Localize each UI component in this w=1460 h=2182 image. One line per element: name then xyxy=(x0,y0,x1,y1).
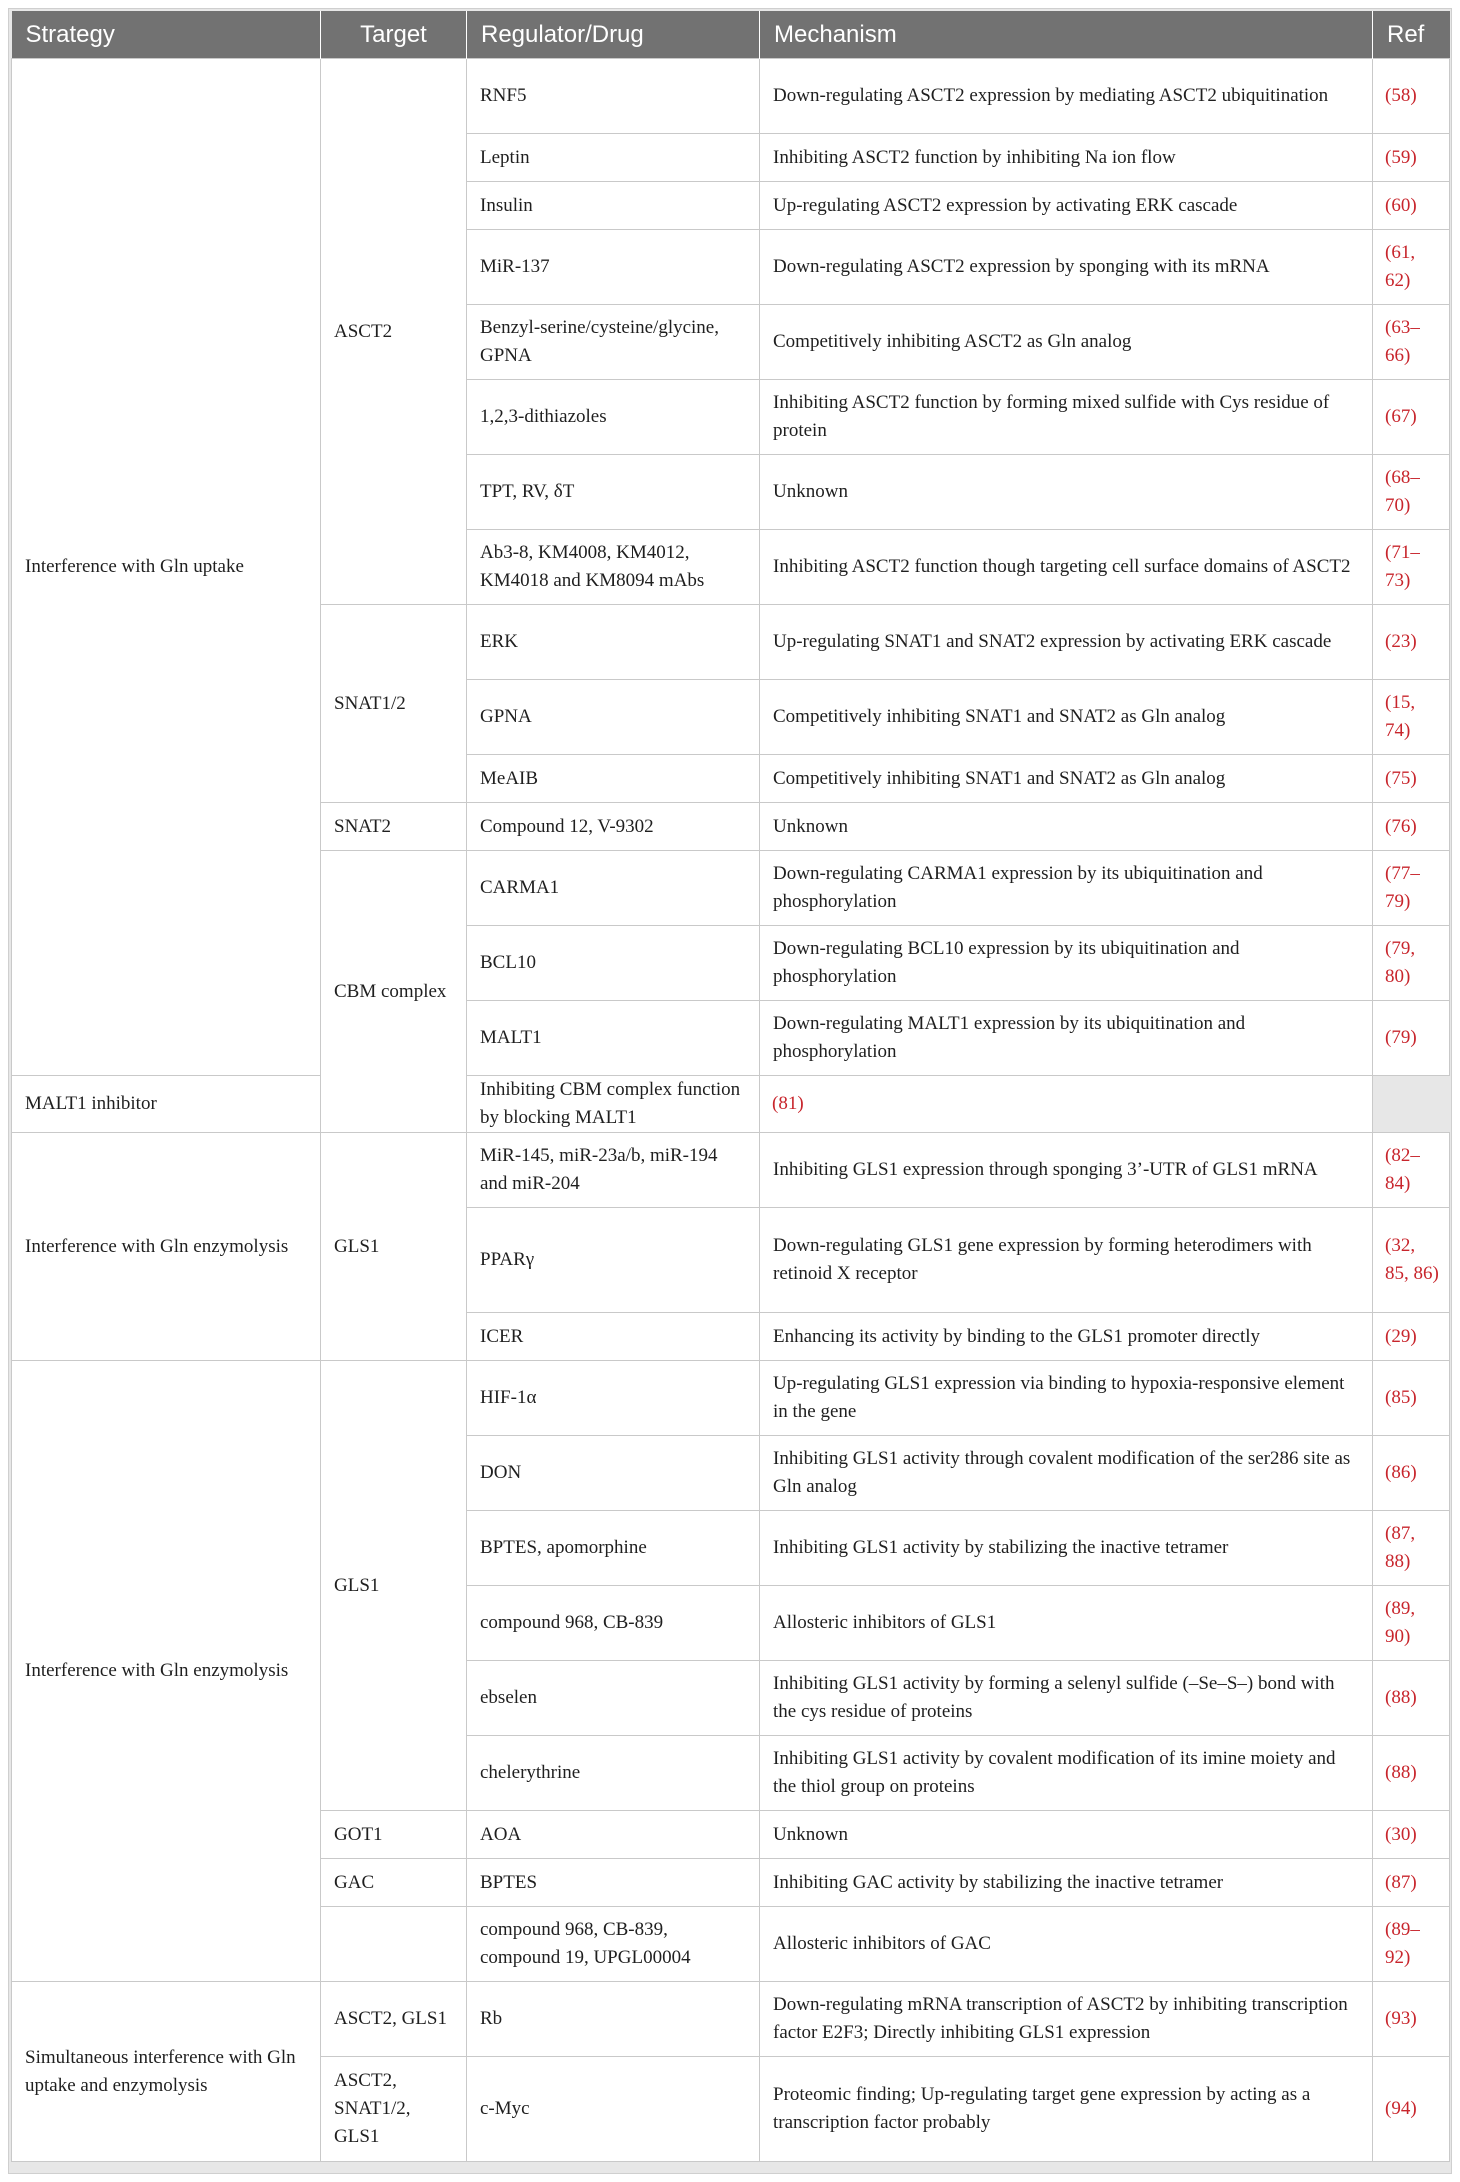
cell-ref-link: (59) xyxy=(1373,134,1450,182)
table-body xyxy=(12,59,1450,2162)
cell-ref-link: (23) xyxy=(1373,605,1450,680)
cell-ref-link: (93) xyxy=(1373,1982,1450,2057)
cell-strategy: Interference with Gln uptake xyxy=(12,59,321,1076)
cell-regulator-drug: RNF5 xyxy=(467,59,760,134)
cell-ref-link: (60) xyxy=(1373,182,1450,230)
cell-target: ASCT2, GLS1 xyxy=(321,1982,467,2057)
cell-regulator-drug: MALT1 inhibitor xyxy=(12,1076,321,1133)
cell-mechanism: Down-regulating CARMA1 expression by its ubiquitination and phosphorylation xyxy=(760,851,1373,926)
cell-mechanism: Down-regulating mRNA transcription of ASCT2 by inhibiting transcription factor E2F3; Directly inhibiting GLS1 expression xyxy=(760,1982,1373,2057)
cell-ref-link: (82–84) xyxy=(1373,1133,1450,1208)
cell-mechanism: Inhibiting GLS1 expression through sponging 3’-UTR of GLS1 mRNA xyxy=(760,1133,1373,1208)
cell-regulator-drug: GPNA xyxy=(467,680,760,755)
header-mechanism: Mechanism xyxy=(760,11,1373,59)
table-row xyxy=(12,1076,1450,1133)
cell-regulator-drug: compound 968, CB-839, compound 19, UPGL00004 xyxy=(467,1907,760,1982)
cell-ref-link: (32, 85, 86) xyxy=(1373,1208,1450,1313)
cell-ref-link: (89, 90) xyxy=(1373,1586,1450,1661)
cell-mechanism: Allosteric inhibitors of GLS1 xyxy=(760,1586,1373,1661)
cell-ref-link: (94) xyxy=(1373,2057,1450,2162)
cell-mechanism: Down-regulating ASCT2 expression by mediating ASCT2 ubiquitination xyxy=(760,59,1373,134)
cell-mechanism: Inhibiting GLS1 activity by stabilizing the inactive tetramer xyxy=(760,1511,1373,1586)
cell-ref-link: (67) xyxy=(1373,380,1450,455)
cell-ref-link: (79, 80) xyxy=(1373,926,1450,1001)
table-row xyxy=(12,1361,1450,1436)
cell-mechanism: Down-regulating GLS1 gene expression by forming heterodimers with retinoid X receptor xyxy=(760,1208,1373,1313)
cell-ref-link: (79) xyxy=(1373,1001,1450,1076)
cell-mechanism: Allosteric inhibitors of GAC xyxy=(760,1907,1373,1982)
cell-mechanism: Competitively inhibiting SNAT1 and SNAT2 as Gln analog xyxy=(760,755,1373,803)
cell-ref-link: (89–92) xyxy=(1373,1907,1450,1982)
cell-regulator-drug: Ab3-8, KM4008, KM4012, KM4018 and KM8094 mAbs xyxy=(467,530,760,605)
cell-strategy: Simultaneous interference with Gln uptake and enzymolysis xyxy=(12,1982,321,2162)
cell-target: GLS1 xyxy=(321,1361,467,1811)
cell-ref-link: (15, 74) xyxy=(1373,680,1450,755)
cell-mechanism: Inhibiting GLS1 activity by covalent modification of its imine moiety and the thiol group on proteins xyxy=(760,1736,1373,1811)
cell-target: ASCT2, SNAT1/2, GLS1 xyxy=(321,2057,467,2162)
cell-regulator-drug: BPTES, apomorphine xyxy=(467,1511,760,1586)
cell-mechanism: Proteomic finding; Up-regulating target gene expression by acting as a transcription factor probably xyxy=(760,2057,1373,2162)
header-ref: Ref xyxy=(1373,11,1450,59)
cell-mechanism: Unknown xyxy=(760,455,1373,530)
table-row xyxy=(12,1982,1450,2057)
cell-ref-link: (88) xyxy=(1373,1661,1450,1736)
cell-target: SNAT2 xyxy=(321,803,467,851)
cell-mechanism: Inhibiting GLS1 activity by forming a selenyl sulfide (–Se–S–) bond with the cys residue of proteins xyxy=(760,1661,1373,1736)
cell-regulator-drug: Rb xyxy=(467,1982,760,2057)
cell-regulator-drug: DON xyxy=(467,1436,760,1511)
cell-regulator-drug: Leptin xyxy=(467,134,760,182)
cell-regulator-drug: AOA xyxy=(467,1811,760,1859)
cell-ref-link: (63–66) xyxy=(1373,305,1450,380)
cell-strategy: Interference with Gln enzymolysis xyxy=(12,1361,321,1982)
cell-ref-link: (88) xyxy=(1373,1736,1450,1811)
cell-ref-link: (29) xyxy=(1373,1313,1450,1361)
cell-ref-link: (87, 88) xyxy=(1373,1511,1450,1586)
cell-ref-link: (58) xyxy=(1373,59,1450,134)
cell-target: ASCT2 xyxy=(321,59,467,605)
cell-regulator-drug: HIF-1α xyxy=(467,1361,760,1436)
table-row xyxy=(12,1133,1450,1208)
cell-ref-link: (68–70) xyxy=(1373,455,1450,530)
cell-mechanism: Competitively inhibiting SNAT1 and SNAT2 as Gln analog xyxy=(760,680,1373,755)
cell-ref-link: (61, 62) xyxy=(1373,230,1450,305)
cell-mechanism: Inhibiting ASCT2 function by forming mixed sulfide with Cys residue of protein xyxy=(760,380,1373,455)
cell-mechanism: Inhibiting ASCT2 function by inhibiting Na ion flow xyxy=(760,134,1373,182)
cell-ref-link: (81) xyxy=(760,1076,1373,1133)
table-frame xyxy=(8,8,1452,2174)
cell-regulator-drug: c-Myc xyxy=(467,2057,760,2162)
cell-mechanism: Inhibiting ASCT2 function though targeting cell surface domains of ASCT2 xyxy=(760,530,1373,605)
cell-target: GLS1 xyxy=(321,1133,467,1361)
cell-regulator-drug: ebselen xyxy=(467,1661,760,1736)
cell-ref-link: (71–73) xyxy=(1373,530,1450,605)
header-strategy: Strategy xyxy=(12,11,321,59)
cell-mechanism: Up-regulating SNAT1 and SNAT2 expression by activating ERK cascade xyxy=(760,605,1373,680)
cell-regulator-drug: MiR-137 xyxy=(467,230,760,305)
cell-regulator-drug: chelerythrine xyxy=(467,1736,760,1811)
cell-mechanism: Competitively inhibiting ASCT2 as Gln analog xyxy=(760,305,1373,380)
cell-regulator-drug: ICER xyxy=(467,1313,760,1361)
cell-strategy: Interference with Gln enzymolysis xyxy=(12,1133,321,1361)
cell-mechanism: Inhibiting GLS1 activity through covalent modification of the ser286 site as Gln analog xyxy=(760,1436,1373,1511)
cell-regulator-drug: MALT1 xyxy=(467,1001,760,1076)
cell-regulator-drug: MiR-145, miR-23a/b, miR-194 and miR-204 xyxy=(467,1133,760,1208)
cell-mechanism: Unknown xyxy=(760,1811,1373,1859)
cell-target: SNAT1/2 xyxy=(321,605,467,803)
cell-regulator-drug: PPARγ xyxy=(467,1208,760,1313)
cell-regulator-drug: Benzyl-serine/cysteine/glycine, GPNA xyxy=(467,305,760,380)
cell-regulator-drug: Compound 12, V-9302 xyxy=(467,803,760,851)
cell-ref-link: (87) xyxy=(1373,1859,1450,1907)
cell-ref-link: (76) xyxy=(1373,803,1450,851)
cell-mechanism: Inhibiting CBM complex function by blocking MALT1 xyxy=(467,1076,760,1133)
cell-ref-link: (30) xyxy=(1373,1811,1450,1859)
cell-regulator-drug: TPT, RV, δT xyxy=(467,455,760,530)
cell-regulator-drug: MeAIB xyxy=(467,755,760,803)
cell-mechanism: Unknown xyxy=(760,803,1373,851)
cell-regulator-drug: ERK xyxy=(467,605,760,680)
cell-target: GAC xyxy=(321,1859,467,1907)
cell-regulator-drug: BCL10 xyxy=(467,926,760,1001)
cell-target: GOT1 xyxy=(321,1811,467,1859)
header-row xyxy=(12,11,1450,59)
cell-regulator-drug: 1,2,3-dithiazoles xyxy=(467,380,760,455)
header-regulator-drug: Regulator/Drug xyxy=(467,11,760,59)
header-target: Target xyxy=(321,11,467,59)
cell-regulator-drug: Insulin xyxy=(467,182,760,230)
cell-mechanism: Down-regulating ASCT2 expression by sponging with its mRNA xyxy=(760,230,1373,305)
cell-mechanism: Enhancing its activity by binding to the GLS1 promoter directly xyxy=(760,1313,1373,1361)
cell-target xyxy=(321,1907,467,1982)
cell-regulator-drug: CARMA1 xyxy=(467,851,760,926)
cell-ref-link: (86) xyxy=(1373,1436,1450,1511)
cell-regulator-drug: BPTES xyxy=(467,1859,760,1907)
glutamine-strategy-table xyxy=(11,11,1450,2162)
cell-mechanism: Down-regulating BCL10 expression by its ubiquitination and phosphorylation xyxy=(760,926,1373,1001)
cell-mechanism: Down-regulating MALT1 expression by its ubiquitination and phosphorylation xyxy=(760,1001,1373,1076)
cell-target: CBM complex xyxy=(321,851,467,1133)
cell-regulator-drug: compound 968, CB-839 xyxy=(467,1586,760,1661)
cell-mechanism: Up-regulating ASCT2 expression by activating ERK cascade xyxy=(760,182,1373,230)
cell-ref-link: (75) xyxy=(1373,755,1450,803)
cell-mechanism: Up-regulating GLS1 expression via binding to hypoxia-responsive element in the gene xyxy=(760,1361,1373,1436)
cell-ref-link: (85) xyxy=(1373,1361,1450,1436)
cell-ref-link: (77–79) xyxy=(1373,851,1450,926)
table-row xyxy=(12,59,1450,134)
cell-mechanism: Inhibiting GAC activity by stabilizing the inactive tetramer xyxy=(760,1859,1373,1907)
